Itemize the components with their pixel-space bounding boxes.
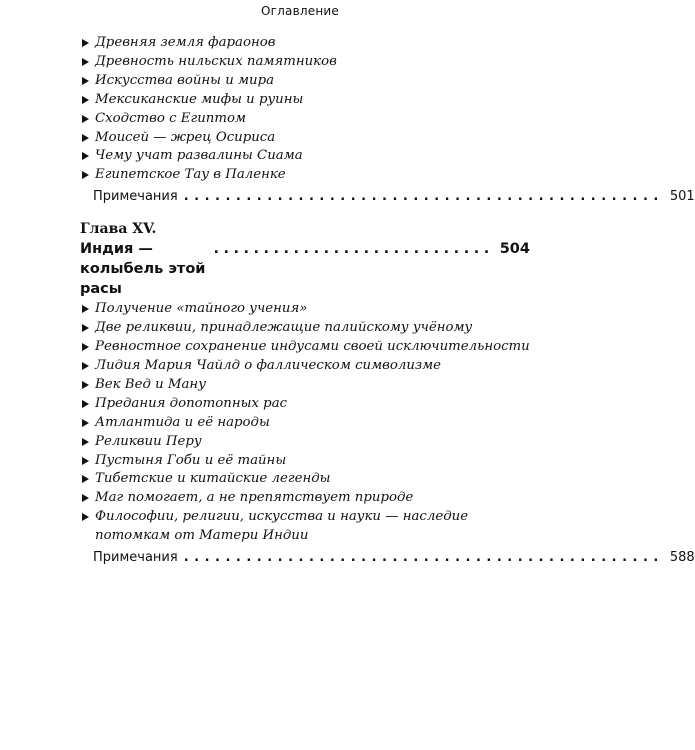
triangle-bullet-icon [82, 305, 89, 313]
triangle-bullet-icon [82, 457, 89, 465]
notes-entry[interactable] [80, 187, 695, 206]
toc-entry-label: Философии, религии, искусства и науки — наследие потомкам от Матери Индии [95, 509, 469, 544]
toc-entry-label: Получение «тайного учения» [95, 301, 308, 317]
triangle-bullet-icon [82, 77, 89, 85]
toc-entry-label: Атлантида и её народы [95, 414, 270, 430]
toc-entry-label: Век Вед и Ману [95, 376, 206, 392]
running-head: Оглавление [261, 4, 339, 18]
toc-entry-label: Пустыня Гоби и её тайны [95, 452, 287, 468]
toc-entry-label: Маг помогает, а не препятствует природе [95, 490, 414, 506]
triangle-bullet-icon [82, 96, 89, 104]
toc-entry-label: Сходство с Египтом [95, 110, 246, 126]
triangle-bullet-icon [82, 362, 89, 370]
triangle-bullet-icon [82, 400, 89, 408]
notes-label: Примечания [93, 550, 178, 566]
toc-entry[interactable] [80, 433, 530, 452]
triangle-bullet-icon [82, 475, 89, 483]
dot-leader: ............................ [213, 241, 494, 258]
toc-entry[interactable] [80, 300, 530, 319]
toc-entry[interactable] [80, 110, 530, 129]
section-list [80, 34, 530, 185]
toc-entry[interactable] [80, 338, 530, 357]
triangle-bullet-icon [82, 134, 89, 142]
chapter-label: Глава XV. [80, 221, 157, 238]
triangle-bullet-icon [82, 494, 89, 502]
toc-entry-label: Чему учат развалины Сиама [95, 148, 303, 164]
toc-entry-label: Лидия Мария Чайлд о фаллическом символизме [95, 357, 442, 373]
chapter-heading[interactable] [80, 239, 530, 299]
toc-entry-label: Две реликвии, принадлежащие палийскому учёному [95, 320, 473, 336]
chapter-page-number: 504 [499, 241, 530, 258]
toc-entry[interactable] [80, 414, 530, 433]
toc-entry-label: Предания допотопных рас [95, 395, 288, 411]
chapter-list [80, 300, 530, 546]
chapter-title: Индия — колыбель этой расы [80, 241, 206, 298]
triangle-bullet-icon [82, 324, 89, 332]
triangle-bullet-icon [82, 513, 89, 521]
toc-entry-label: Ревностное сохранение индусами своей исключительности [95, 339, 530, 355]
triangle-bullet-icon [82, 152, 89, 160]
triangle-bullet-icon [82, 39, 89, 47]
toc-entry[interactable] [80, 129, 530, 148]
triangle-bullet-icon [82, 381, 89, 389]
toc-entry-label: Тибетские и китайские легенды [95, 471, 331, 487]
toc-entry-label: Египетское Тау в Паленке [95, 167, 286, 183]
toc-entry[interactable] [80, 166, 530, 185]
toc-entry-label: Моисей — жрец Осириса [95, 129, 276, 145]
dot-leader: .............................................. [183, 189, 664, 205]
toc-entry[interactable] [80, 91, 530, 110]
toc-entry[interactable] [80, 147, 530, 166]
toc-entry[interactable] [80, 357, 530, 376]
toc-entry-label: Реликвии Перу [95, 433, 202, 449]
toc-entry-label: Мексиканские мифы и руины [95, 91, 304, 107]
toc-entry[interactable] [80, 34, 530, 53]
toc-entry[interactable] [80, 489, 530, 508]
dot-leader: .............................................. [183, 550, 664, 566]
toc-entry[interactable] [80, 452, 530, 471]
toc-entry[interactable] [80, 508, 527, 546]
table-of-contents [80, 34, 695, 567]
toc-entry[interactable] [80, 395, 530, 414]
toc-entry[interactable] [80, 72, 530, 91]
toc-entry[interactable] [80, 376, 530, 395]
notes-entry[interactable] [80, 548, 695, 567]
toc-entry[interactable] [80, 470, 530, 489]
toc-entry-label: Искусства войны и мира [95, 72, 275, 88]
notes-page-number: 588 [669, 550, 695, 566]
toc-entry[interactable] [80, 53, 530, 72]
notes-label: Примечания [93, 189, 178, 205]
notes-page-number: 501 [669, 189, 695, 205]
toc-entry[interactable] [80, 319, 530, 338]
triangle-bullet-icon [82, 343, 89, 351]
triangle-bullet-icon [82, 438, 89, 446]
triangle-bullet-icon [82, 115, 89, 123]
triangle-bullet-icon [82, 171, 89, 179]
toc-entry-label: Древняя земля фараонов [95, 35, 276, 50]
triangle-bullet-icon [82, 419, 89, 427]
toc-entry-label: Древность нильских памятников [95, 53, 337, 69]
triangle-bullet-icon [82, 58, 89, 66]
